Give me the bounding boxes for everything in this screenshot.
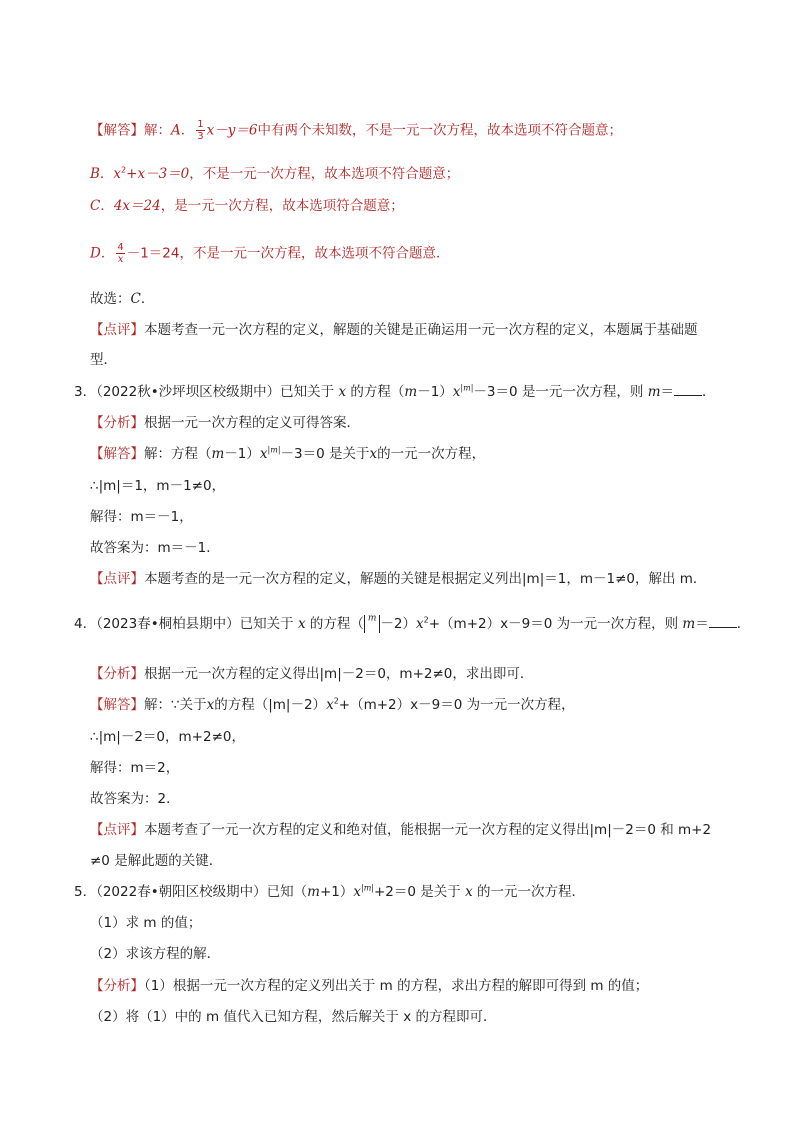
q3-stem (74, 382, 716, 402)
q5-part-2 (90, 944, 220, 964)
review-text: 本题考查了一元一次方程的定义和绝对值，能根据一元一次方程的定义得出|m|－2＝0 和 m+2 (144, 822, 712, 838)
analysis-tag: 【分析】 (90, 415, 144, 431)
exponent: |m| (361, 883, 374, 893)
answer-tag: 【解答】 (90, 446, 144, 462)
variable: x (297, 616, 306, 632)
answer-text: 的一元一次方程， (377, 446, 486, 462)
q4-answer-line-3 (90, 758, 179, 778)
question-text: 的方程（ (309, 616, 364, 632)
review-text: ≠0 是解此题的关键． (90, 853, 223, 869)
variable: x (465, 884, 473, 900)
q4-answer-line-4 (90, 789, 180, 809)
variable: x (259, 446, 268, 462)
option-dot: ． (100, 198, 114, 214)
question-text: 3．（2022秋•沙坪坝区校级期中）已知关于 (74, 384, 335, 400)
answer-text: ，是一元一次方程，故本选项符合题意； (160, 198, 404, 214)
exponent: 2 (333, 696, 339, 706)
question-text: ． (702, 384, 716, 400)
fraction-numerator: 1 (197, 119, 204, 130)
question-text: +（m+2）x－9＝0 为一元一次方程，则 (428, 616, 679, 632)
option-letter: A (171, 122, 181, 139)
choice-value: C (130, 291, 141, 307)
answer-text: 解：∵关于 (144, 697, 207, 713)
option-dot: ． (99, 166, 114, 182)
answer-text: ，不是一元一次方程，故本选项不符合题意； (189, 166, 460, 182)
variable: x (206, 697, 215, 713)
answer-tag: 【解答】 (90, 122, 144, 139)
review-text: 本题考查一元一次方程的定义，解题的关键是正确运用一元一次方程的定义，本题属于基础题 (144, 322, 698, 338)
variable: x (338, 384, 347, 400)
variable: x (452, 384, 461, 400)
exponent: |m| (460, 383, 474, 393)
answer-text: +（m+2）x－9＝0 为一元一次方程， (338, 697, 575, 713)
q5-part-1 (90, 913, 201, 933)
review-text: 本题考查的是一元一次方程的定义，解题的关键是根据定义列出|m|＝1，m－1≠0，解出 m． (144, 571, 707, 587)
variable: x (369, 446, 378, 462)
q2-answer-line-2 (90, 164, 459, 184)
q3-answer-line-2 (90, 476, 225, 496)
exponent: 2 (121, 165, 127, 175)
equation: +x－3＝0 (126, 166, 190, 182)
q4-answer-line-1 (90, 695, 575, 715)
choice-end: ． (140, 291, 155, 307)
variable: x (113, 166, 122, 182)
q5-analysis-line-2 (90, 1007, 496, 1027)
variable: x (353, 884, 362, 900)
q4-answer-line-2 (90, 727, 245, 747)
review-text: 型． (90, 352, 117, 368)
q5-analysis-line-1 (90, 976, 648, 996)
answer-text: 故答案为：m＝－1． (90, 540, 220, 556)
fraction-one-third (196, 119, 204, 142)
answer-text: 中有两个未知数，不是一元一次方程，故本选项不符合题意； (257, 122, 622, 139)
q5-stem (74, 882, 585, 902)
answer-text: －1） (224, 446, 260, 462)
variable: m (404, 384, 418, 400)
equation: 4x＝24 (113, 198, 161, 214)
question-text: ． (736, 616, 751, 632)
variable: m (682, 616, 696, 632)
question-text: +2＝0 是关于 (374, 884, 461, 900)
fraction-four-over-x (116, 242, 124, 265)
analysis-text: 根据一元一次方程的定义得出|m|－2＝0，m+2≠0，求出即可． (144, 666, 534, 682)
question-text: －1） (417, 384, 453, 400)
question-text: +1） (319, 884, 354, 900)
review-tag: 【点评】 (90, 571, 144, 587)
q3-analysis (90, 413, 360, 433)
fraction-denominator: 3 (197, 131, 204, 142)
answer-text: －3＝0 是关于 (280, 446, 370, 462)
exponent: |m| (267, 445, 281, 455)
q2-choice-line (90, 289, 154, 309)
question-text: －3＝0 是一元一次方程，则 (473, 384, 644, 400)
q3-answer-line-4 (90, 538, 220, 558)
sub-question: （2）求该方程的解． (90, 946, 221, 962)
analysis-tag: 【分析】 (90, 666, 144, 682)
q2-review-line-1 (90, 320, 698, 340)
review-tag: 【点评】 (90, 322, 144, 338)
answer-text: 解：方程（ (144, 446, 212, 462)
variable: m (647, 384, 661, 400)
equation: －1＝24 (126, 245, 180, 262)
analysis-text: 根据一元一次方程的定义可得答案． (144, 415, 360, 431)
q2-answer-line-3 (90, 196, 404, 216)
equation: x－y＝6 (206, 122, 258, 139)
choice-label: 故选： (90, 291, 131, 307)
fraction-denominator: x (117, 254, 124, 265)
question-text: 4．（2023春•桐柏县期中）已知关于 (74, 616, 294, 632)
abs-variable: m (367, 613, 377, 624)
sub-question: （1）求 m 的值； (90, 915, 202, 931)
q4-analysis (90, 664, 533, 684)
answer-blank[interactable] (674, 383, 702, 396)
variable: x (416, 616, 424, 632)
q2-review-line-2 (90, 350, 117, 370)
question-text: 的方程（ (350, 384, 405, 400)
answer-text: 解得：m＝2， (90, 760, 180, 776)
q3-review (90, 569, 706, 589)
analysis-tag: 【分析】 (90, 978, 144, 994)
variable: x (326, 697, 334, 713)
option-letter: D (90, 245, 101, 262)
exponent: 2 (423, 615, 429, 625)
answer-tag: 【解答】 (90, 697, 144, 713)
question-text: ＝ (660, 384, 674, 400)
review-tag: 【点评】 (90, 822, 144, 838)
absolute-value-box (364, 615, 381, 633)
variable: m (211, 446, 225, 462)
answer-text: ，不是一元一次方程，故本选项不符合题意． (179, 245, 450, 262)
answer-text: ∴|m|－2＝0，m+2≠0， (90, 729, 245, 745)
q2-answer-line-1 (90, 119, 622, 142)
variable: m (307, 884, 320, 900)
answer-blank[interactable] (709, 615, 737, 628)
option-letter: C (90, 198, 101, 214)
question-text: ＝ (695, 616, 709, 632)
answer-text: 解得：m＝－1， (90, 509, 193, 525)
q3-answer-line-3 (90, 507, 193, 527)
answer-text: 故答案为：2． (90, 791, 180, 807)
question-text: 的一元一次方程． (477, 884, 585, 900)
option-dot: ． (180, 122, 195, 139)
q4-review-line-1 (90, 820, 711, 840)
q4-stem (74, 614, 750, 634)
option-letter: B (90, 166, 100, 182)
fraction-numerator: 4 (117, 242, 124, 253)
q2-answer-line-4 (90, 242, 449, 265)
analysis-text: （1）根据一元一次方程的定义列出关于 m 的方程，求出方程的解即可得到 m 的值； (144, 978, 649, 994)
answer-text: ∴|m|＝1，m－1≠0， (90, 478, 226, 494)
question-text: －2） (380, 616, 417, 632)
analysis-text: （2）将（1）中的 m 值代入已知方程，然后解关于 x 的方程即可． (90, 1009, 497, 1025)
answer-text: 的方程（|m|－2） (214, 697, 327, 713)
question-text: 5．（2022春•朝阳区校级期中）已知（ (74, 884, 308, 900)
q3-answer-line-1 (90, 444, 485, 464)
answer-text: 解： (144, 122, 171, 139)
option-dot: ． (100, 245, 115, 262)
q4-review-line-2 (90, 851, 222, 871)
